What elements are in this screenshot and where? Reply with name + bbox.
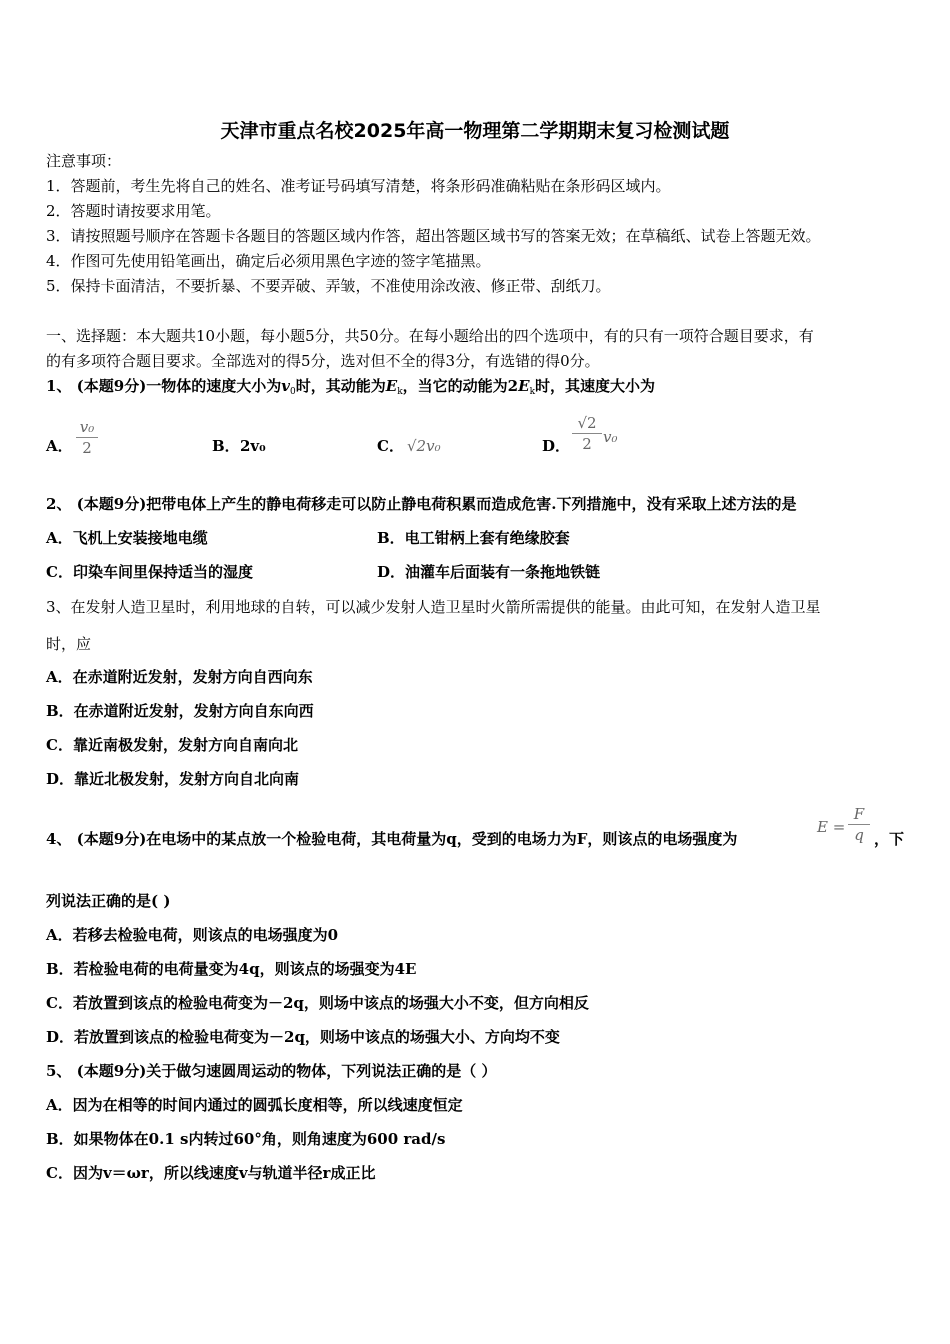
q1-option-d-label[interactable]: D． [542,437,571,455]
q4-option-b[interactable]: B．若检验电荷的电荷量变为4q，则该点的场强变为4E [46,960,417,978]
notice-item: 1．答题前，考生先将自己的姓名、准考证号码填写清楚，将条形码准确粘贴在条形码区域内。 [46,177,671,195]
q1-option-d-fraction: √2 2 [572,414,602,453]
q1-option-a-label[interactable]: A． [46,437,73,455]
notice-item: 4．作图可先使用铅笔画出，确定后必须用黑色字迹的签字笔描黑。 [46,252,491,270]
notice-heading: 注意事项： [46,152,122,170]
q1-option-c-label[interactable]: C． [377,437,404,455]
q2-option-c[interactable]: C．印染车间里保持适当的湿度 [46,563,253,581]
q5-option-b[interactable]: B．如果物体在0.1 s内转过60°角，则角速度为600 rad/s [46,1130,446,1148]
question-4-stem-tail: ，下 [874,830,905,848]
question-5-stem: 5、 (本题9分)关于做匀速圆周运动的物体，下列说法正确的是（ ） [46,1062,497,1080]
section-instructions-line2: 的有多项符合题目要求。全部选对的得5分，选对但不全的得3分，有选错的得0分。 [46,352,600,370]
q3-option-a[interactable]: A．在赤道附近发射，发射方向自西向东 [46,668,313,686]
section-instructions-line1: 一、选择题：本大题共10小题，每小题5分，共50分。在每小题给出的四个选项中，有的只有一项符合题目要求，有 [46,327,814,345]
q2-option-b[interactable]: B．电工钳柄上套有绝缘胶套 [377,529,570,547]
q4-formula-lhs: E = [817,818,846,836]
q5-option-c[interactable]: C．因为v＝ωr，所以线速度v与轨道半径r成正比 [46,1164,376,1182]
question-4-stem-line1: 4、 (本题9分)在电场中的某点放一个检验电荷，其电荷量为q，受到的电场力为F，则该点的电场强度为 [46,830,738,848]
q4-option-d[interactable]: D．若放置到该点的检验电荷变为－2q，则场中该点的场强大小、方向均不变 [46,1028,560,1046]
question-3-stem-line1: 3、在发射人造卫星时，利用地球的自转，可以减少发射人造卫星时火箭所需提供的能量。由此可知，在发射人造卫星 [46,598,821,616]
q1-option-b-label[interactable]: B． [212,437,240,455]
question-3-stem-line2: 时，应 [46,635,92,653]
question-4-stem-line2: 列说法正确的是( ) [46,892,171,910]
q5-option-a[interactable]: A．因为在相等的时间内通过的圆弧长度相等，所以线速度恒定 [46,1096,463,1114]
notice-item: 3．请按照题号顺序在答题卡各题目的答题区域内作答，超出答题区域书写的答案无效；在草稿纸、试卷上答题无效。 [46,227,821,245]
question-2-stem: 2、 (本题9分)把带电体上产生的静电荷移走可以防止静电荷积累而造成危害.下列措施中，没有采取上述方法的是 [46,495,797,513]
q2-option-a[interactable]: A．飞机上安装接地电缆 [46,529,208,547]
notice-item: 2．答题时请按要求用笔。 [46,202,221,220]
q1-option-c-value: √2v₀ [407,437,441,455]
q3-option-c[interactable]: C．靠近南极发射，发射方向自南向北 [46,736,298,754]
q4-formula-fraction: F q [848,805,870,844]
notice-item: 5．保持卡面清洁，不要折暴、不要弄破、弄皱，不准使用涂改液、修正带、刮纸刀。 [46,277,611,295]
q1-option-d-tail: v₀ [603,428,618,446]
q4-option-a[interactable]: A．若移去检验电荷，则该点的电场强度为0 [46,926,339,944]
q1-option-b-value: 2v₀ [240,437,266,455]
question-1-stem: 1、 (本题9分)一物体的速度大小为$v_0$时，其动能为$E_k$，当它的动能为$2E_k$时，其速度大小为 [46,377,656,397]
q2-option-d[interactable]: D．油灌车后面装有一条拖地铁链 [377,563,601,581]
q3-option-d[interactable]: D．靠近北极发射，发射方向自北向南 [46,770,300,788]
q4-option-c[interactable]: C．若放置到该点的检验电荷变为－2q，则场中该点的场强大小不变，但方向相反 [46,994,589,1012]
page-title: 天津市重点名校2025年高一物理第二学期期末复习检测试题 [220,120,730,142]
q1-option-a-fraction: v₀ 2 [76,418,98,457]
q3-option-b[interactable]: B．在赤道附近发射，发射方向自东向西 [46,702,314,720]
